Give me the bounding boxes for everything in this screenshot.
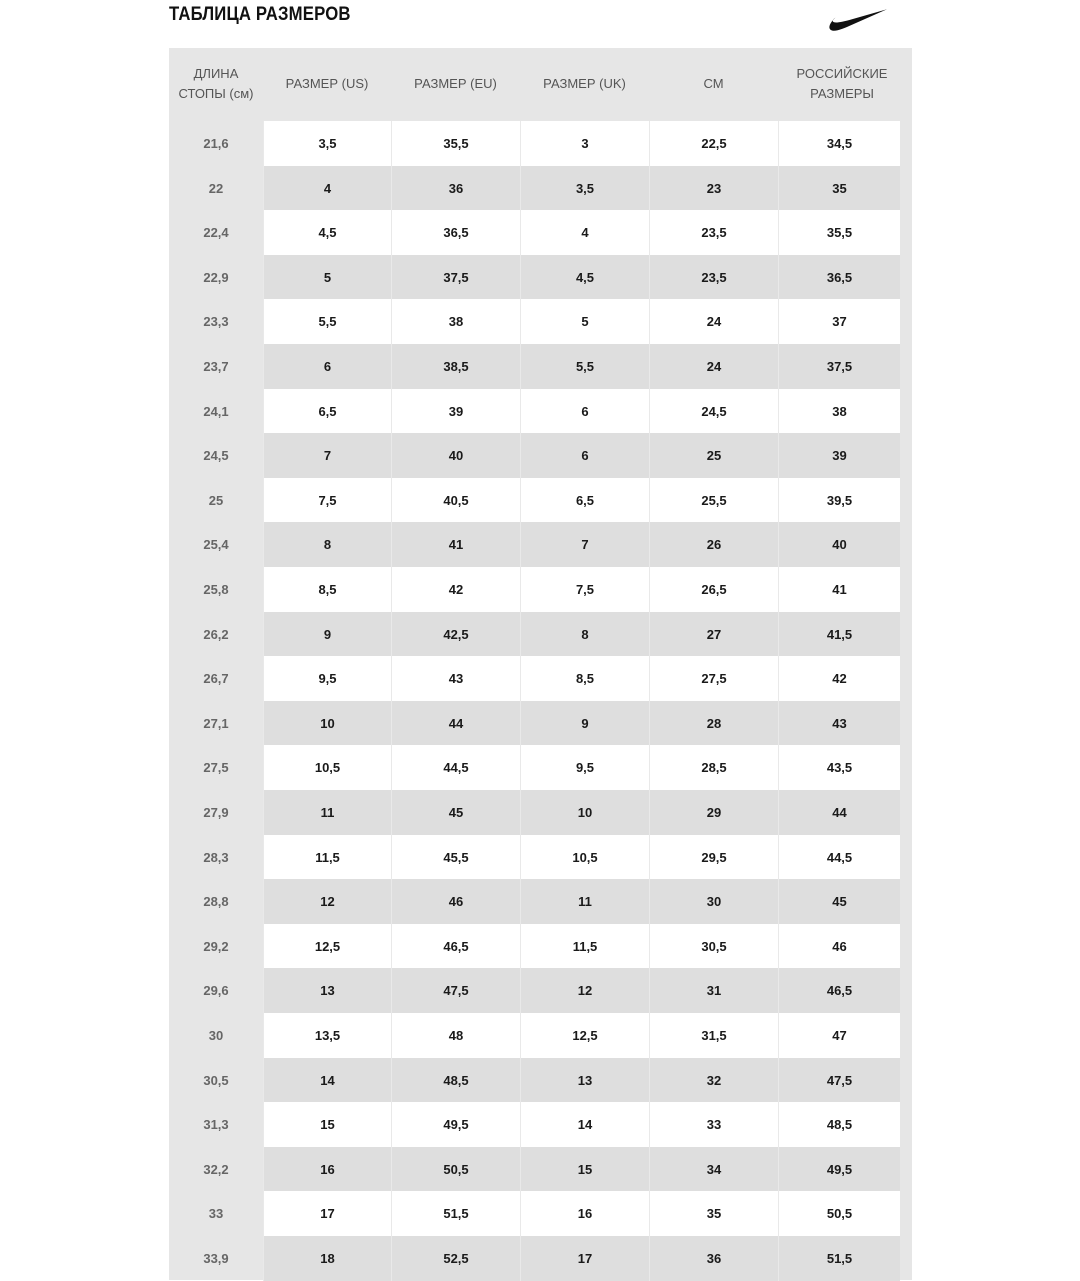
cell-size-uk: 16 <box>520 1191 649 1236</box>
cell-size-cm: 33 <box>649 1102 778 1147</box>
cell-size-ru: 39,5 <box>778 478 900 522</box>
cell-size-uk: 15 <box>520 1147 649 1191</box>
cell-size-eu: 48 <box>391 1013 520 1058</box>
cell-size-eu: 46,5 <box>391 924 520 968</box>
table-row <box>169 1013 912 1058</box>
cell-size-cm: 23,5 <box>649 255 778 299</box>
cell-size-ru: 46 <box>778 924 900 968</box>
cell-size-uk: 6,5 <box>520 478 649 522</box>
cell-size-uk: 13 <box>520 1058 649 1102</box>
cell-size-eu: 45,5 <box>391 835 520 879</box>
cell-size-uk: 9,5 <box>520 745 649 790</box>
cell-size-us: 5,5 <box>263 299 391 344</box>
table-row <box>169 924 912 968</box>
cell-size-cm: 28,5 <box>649 745 778 790</box>
cell-size-us: 7 <box>263 433 391 478</box>
cell-size-us: 9 <box>263 612 391 656</box>
header-size-eu: РАЗМЕР (EU) <box>414 76 497 91</box>
cell-size-uk: 17 <box>520 1236 649 1281</box>
cell-size-cm: 24 <box>649 299 778 344</box>
cell-size-uk: 9 <box>520 701 649 745</box>
cell-size-ru: 34,5 <box>778 121 900 166</box>
cell-size-us: 13 <box>263 968 391 1013</box>
cell-size-ru: 41,5 <box>778 612 900 656</box>
table-row <box>169 835 912 879</box>
cell-size-uk: 5 <box>520 299 649 344</box>
cell-size-cm: 25 <box>649 433 778 478</box>
cell-size-cm: 23,5 <box>649 210 778 255</box>
cell-size-uk: 8 <box>520 612 649 656</box>
cell-size-uk: 12,5 <box>520 1013 649 1058</box>
cell-size-uk: 11 <box>520 879 649 924</box>
table-row <box>169 879 912 924</box>
cell-size-ru: 51,5 <box>778 1236 900 1281</box>
cell-size-eu: 38,5 <box>391 344 520 389</box>
table-row <box>169 1191 912 1236</box>
cell-size-cm: 35 <box>649 1191 778 1236</box>
table-row <box>169 1058 912 1102</box>
cell-foot-length: 30 <box>208 1028 224 1043</box>
table-row <box>169 210 912 255</box>
cell-foot-length: 22 <box>208 180 224 196</box>
cell-size-cm: 27,5 <box>649 656 778 701</box>
cell-foot-length: 26,2 <box>203 626 229 642</box>
cell-size-uk: 8,5 <box>520 656 649 701</box>
cell-size-ru: 40 <box>778 522 900 567</box>
header-size-uk: РАЗМЕР (UK) <box>543 76 626 91</box>
cell-size-ru: 47,5 <box>778 1058 900 1102</box>
cell-size-us: 5 <box>263 255 391 299</box>
cell-size-ru: 42 <box>778 656 900 701</box>
table-row <box>169 522 912 567</box>
cell-foot-length: 26,7 <box>203 671 229 686</box>
cell-size-uk: 6 <box>520 433 649 478</box>
cell-size-us: 14 <box>263 1058 391 1102</box>
table-row <box>169 389 912 433</box>
cell-size-uk: 7 <box>520 522 649 567</box>
cell-foot-length: 23,3 <box>203 314 229 329</box>
cell-size-eu: 36 <box>391 166 520 210</box>
cell-size-eu: 47,5 <box>391 968 520 1013</box>
cell-size-cm: 29,5 <box>649 835 778 879</box>
cell-size-uk: 6 <box>520 389 649 433</box>
cell-size-us: 6 <box>263 344 391 389</box>
cell-size-eu: 48,5 <box>391 1058 520 1102</box>
cell-size-us: 8 <box>263 522 391 567</box>
cell-size-ru: 35 <box>778 166 900 210</box>
cell-size-cm: 32 <box>649 1058 778 1102</box>
cell-size-us: 10 <box>263 701 391 745</box>
cell-foot-length: 27,5 <box>203 760 229 775</box>
cell-size-cm: 30 <box>649 879 778 924</box>
header-foot-length: ДЛИНА СТОПЫ (см) <box>178 66 254 101</box>
cell-foot-length: 29,6 <box>203 983 229 998</box>
cell-size-cm: 31,5 <box>649 1013 778 1058</box>
cell-size-us: 12 <box>263 879 391 924</box>
table-row <box>169 121 912 166</box>
cell-size-eu: 39 <box>391 389 520 433</box>
cell-size-uk: 4,5 <box>520 255 649 299</box>
cell-foot-length: 25 <box>208 492 224 508</box>
cell-size-cm: 26 <box>649 522 778 567</box>
cell-size-ru: 44,5 <box>778 835 900 879</box>
cell-size-uk: 4 <box>520 210 649 255</box>
table-row <box>169 701 912 745</box>
cell-size-ru: 43 <box>778 701 900 745</box>
cell-size-cm: 22,5 <box>649 121 778 166</box>
cell-size-eu: 44,5 <box>391 745 520 790</box>
cell-size-ru: 37 <box>778 299 900 344</box>
cell-size-eu: 40 <box>391 433 520 478</box>
cell-size-eu: 38 <box>391 299 520 344</box>
table-row <box>169 567 912 612</box>
cell-size-uk: 10,5 <box>520 835 649 879</box>
cell-size-uk: 10 <box>520 790 649 835</box>
cell-foot-length: 25,8 <box>203 582 229 597</box>
cell-size-cm: 34 <box>649 1147 778 1191</box>
cell-size-eu: 40,5 <box>391 478 520 522</box>
cell-size-uk: 11,5 <box>520 924 649 968</box>
cell-size-ru: 35,5 <box>778 210 900 255</box>
cell-size-uk: 7,5 <box>520 567 649 612</box>
cell-size-eu: 42,5 <box>391 612 520 656</box>
cell-size-us: 18 <box>263 1236 391 1281</box>
cell-foot-length: 29,2 <box>203 938 229 954</box>
cell-size-us: 9,5 <box>263 656 391 701</box>
cell-size-cm: 23 <box>649 166 778 210</box>
table-row <box>169 478 912 522</box>
cell-size-us: 11,5 <box>263 835 391 879</box>
cell-size-us: 7,5 <box>263 478 391 522</box>
cell-size-cm: 24 <box>649 344 778 389</box>
cell-foot-length: 27,9 <box>203 805 229 820</box>
cell-size-us: 4,5 <box>263 210 391 255</box>
cell-size-us: 3,5 <box>263 121 391 166</box>
cell-size-uk: 3,5 <box>520 166 649 210</box>
cell-foot-length: 23,7 <box>203 359 229 374</box>
cell-foot-length: 21,6 <box>203 136 229 151</box>
table-row <box>169 166 912 210</box>
cell-size-eu: 50,5 <box>391 1147 520 1191</box>
swoosh-icon <box>822 6 888 34</box>
cell-size-eu: 52,5 <box>391 1236 520 1281</box>
cell-foot-length: 31,3 <box>203 1117 229 1132</box>
cell-size-us: 12,5 <box>263 924 391 968</box>
cell-size-cm: 30,5 <box>649 924 778 968</box>
cell-foot-length: 28,3 <box>203 849 229 865</box>
table-row <box>169 612 912 656</box>
cell-foot-length: 24,1 <box>203 403 229 419</box>
cell-size-cm: 25,5 <box>649 478 778 522</box>
cell-size-eu: 42 <box>391 567 520 612</box>
table-row <box>169 255 912 299</box>
cell-size-us: 15 <box>263 1102 391 1147</box>
cell-foot-length: 33 <box>208 1206 224 1221</box>
cell-size-us: 16 <box>263 1147 391 1191</box>
table-row <box>169 1147 912 1191</box>
cell-size-eu: 44 <box>391 701 520 745</box>
cell-size-ru: 47 <box>778 1013 900 1058</box>
cell-size-ru: 46,5 <box>778 968 900 1013</box>
cell-size-us: 13,5 <box>263 1013 391 1058</box>
cell-size-eu: 43 <box>391 656 520 701</box>
cell-size-ru: 38 <box>778 389 900 433</box>
cell-size-eu: 36,5 <box>391 210 520 255</box>
cell-size-uk: 14 <box>520 1102 649 1147</box>
cell-size-uk: 12 <box>520 968 649 1013</box>
cell-size-cm: 29 <box>649 790 778 835</box>
cell-size-us: 6,5 <box>263 389 391 433</box>
table-header <box>169 48 912 120</box>
cell-size-us: 10,5 <box>263 745 391 790</box>
cell-foot-length: 22,9 <box>203 269 229 285</box>
cell-size-cm: 28 <box>649 701 778 745</box>
cell-size-ru: 45 <box>778 879 900 924</box>
cell-foot-length: 32,2 <box>203 1161 229 1177</box>
size-table <box>169 48 912 1280</box>
cell-size-ru: 41 <box>778 567 900 612</box>
table-row <box>169 968 912 1013</box>
header-size-ru: РОССИЙСКИЕ РАЗМЕРЫ <box>796 66 888 101</box>
cell-size-eu: 41 <box>391 522 520 567</box>
header-size-us: РАЗМЕР (US) <box>285 76 369 91</box>
cell-foot-length: 27,1 <box>203 715 229 731</box>
table-row <box>169 1102 912 1147</box>
cell-size-ru: 50,5 <box>778 1191 900 1236</box>
cell-size-ru: 49,5 <box>778 1147 900 1191</box>
cell-size-eu: 37,5 <box>391 255 520 299</box>
cell-size-ru: 44 <box>778 790 900 835</box>
cell-size-cm: 24,5 <box>649 389 778 433</box>
cell-size-ru: 39 <box>778 433 900 478</box>
cell-size-uk: 3 <box>520 121 649 166</box>
cell-size-cm: 27 <box>649 612 778 656</box>
cell-size-eu: 49,5 <box>391 1102 520 1147</box>
cell-size-cm: 31 <box>649 968 778 1013</box>
cell-size-cm: 36 <box>649 1236 778 1281</box>
table-row <box>169 433 912 478</box>
table-row <box>169 1236 912 1281</box>
table-row <box>169 656 912 701</box>
header-size-cm: СМ <box>703 76 724 91</box>
cell-size-us: 11 <box>263 790 391 835</box>
table-row <box>169 745 912 790</box>
cell-foot-length: 22,4 <box>203 225 229 240</box>
cell-foot-length: 30,5 <box>203 1072 229 1088</box>
cell-foot-length: 33,9 <box>203 1251 229 1266</box>
cell-size-uk: 5,5 <box>520 344 649 389</box>
table-row <box>169 790 912 835</box>
page-title: ТАБЛИЦА РАЗМЕРОВ <box>169 4 351 25</box>
table-row <box>169 344 912 389</box>
cell-foot-length: 24,5 <box>203 448 229 463</box>
cell-size-ru: 48,5 <box>778 1102 900 1147</box>
cell-size-eu: 35,5 <box>391 121 520 166</box>
table-row <box>169 299 912 344</box>
cell-size-us: 17 <box>263 1191 391 1236</box>
cell-foot-length: 25,4 <box>203 537 229 552</box>
cell-foot-length: 28,8 <box>203 894 229 909</box>
cell-size-cm: 26,5 <box>649 567 778 612</box>
cell-size-ru: 43,5 <box>778 745 900 790</box>
cell-size-eu: 51,5 <box>391 1191 520 1236</box>
cell-size-us: 8,5 <box>263 567 391 612</box>
cell-size-eu: 46 <box>391 879 520 924</box>
cell-size-ru: 36,5 <box>778 255 900 299</box>
cell-size-eu: 45 <box>391 790 520 835</box>
cell-size-ru: 37,5 <box>778 344 900 389</box>
cell-size-us: 4 <box>263 166 391 210</box>
